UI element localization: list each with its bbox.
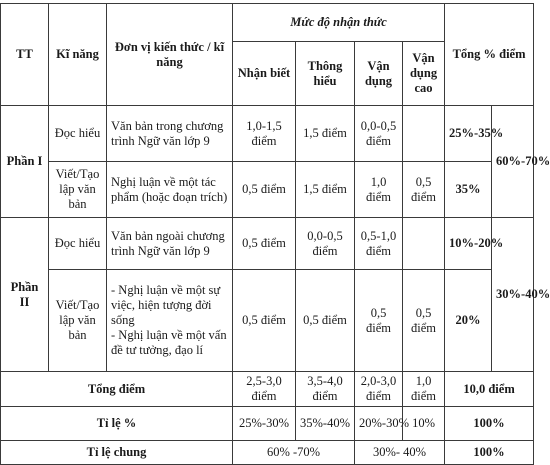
part1-row2-nb: 0,5 điểm [233,162,296,218]
part2-row2-pct: 20% [445,270,492,372]
part2-row1-unit: Văn bản ngoài chương trình Ngữ văn lớp 9 [107,218,233,270]
part2-row2-unit [107,270,233,372]
header-van-dung-cao: Vận dụng cao [403,42,445,106]
ti-le-chung-b: 30%- 40% [355,441,445,465]
part1-total: 60%-70% [492,106,534,218]
part2-row1-nb: 0,5 điểm [233,218,296,270]
part2-row1-vd: 0,5-1,0 điểm [355,218,403,270]
part2-row2-vd: 0,5 điểm [355,270,403,372]
ti-le-all: 100% [445,407,534,441]
part2-row1-vdc [403,218,445,270]
part2-row1-skill: Đọc hiểu [49,218,107,270]
part2-total: 30%-40% [492,218,534,372]
part1-row1-nb: 1,0-1,5 điểm [233,106,296,162]
ti-le-nb: 25%-30% [233,407,296,441]
part1-row2-vdc: 0,5 điểm [403,162,445,218]
part2-row2-th: 0,5 điểm [296,270,355,372]
part1-row2-unit: Nghị luận về một tác phẩm (hoặc đoạn trích) [107,162,233,218]
header-nhan-biet: Nhận biết [233,42,296,106]
header-ki-nang: Kĩ năng [49,4,107,106]
tong-diem-label: Tổng điểm [1,372,233,407]
ti-le-chung-label: Tỉ lệ chung [1,441,233,465]
ti-le-label: Tỉ lệ % [1,407,233,441]
part2-row2-skill: Viết/Tạo lập văn bản [49,270,107,372]
ti-le-vd: 20%-30% [355,407,403,441]
ti-le-vdc: 10% [403,407,445,441]
part2-row2-nb: 0,5 điểm [233,270,296,372]
part2-row1-pct: 10%-20% [445,218,492,270]
header-muc-do: Mức độ nhận thức [233,4,445,42]
part2-label: Phần II [1,218,49,372]
part1-row2-skill: Viết/Tạo lập văn bản [49,162,107,218]
tong-diem-all: 10,0 điểm [445,372,534,407]
part1-row2-th: 1,5 điểm [296,162,355,218]
part1-row1-unit: Văn bản trong chương trình Ngữ văn lớp 9 [107,106,233,162]
ti-le-th: 35%-40% [296,407,355,441]
part1-row2-vd: 1,0 điểm [355,162,403,218]
header-tong: Tổng % điểm [445,4,534,106]
part1-row1-skill: Đọc hiểu [49,106,107,162]
header-tt: TT [1,4,49,106]
ti-le-chung-all: 100% [445,441,534,465]
part1-label: Phần I [1,106,49,218]
part2-row2-vdc: 0,5 điểm [403,270,445,372]
tong-diem-th: 3,5-4,0 điểm [296,372,355,407]
header-don-vi: Đơn vị kiến thức / kĩ năng [107,4,233,106]
part1-row1-pct: 25%-35% [445,106,492,162]
ti-le-chung-a: 60% -70% [233,441,355,465]
tong-diem-vd: 2,0-3,0 điểm [355,372,403,407]
part1-row1-th: 1,5 điểm [296,106,355,162]
part1-row1-vd: 0,0-0,5 điểm [355,106,403,162]
part1-row1-vdc [403,106,445,162]
header-van-dung: Vận dụng [355,42,403,106]
part2-row2-unit-a: - Nghị luận về một sự việc, hiện tượng đời sống [111,283,221,327]
tong-diem-nb: 2,5-3,0 điểm [233,372,296,407]
header-thong-hieu: Thông hiểu [296,42,355,106]
part2-row1-th: 0,0-0,5 điểm [296,218,355,270]
assessment-matrix-table [0,3,550,465]
part1-row2-pct: 35% [445,162,492,218]
tong-diem-vdc: 1,0 điểm [403,372,445,407]
part2-row2-unit-b: - Nghị luận về một vấn đề tư tưởng, đạo lí [111,328,227,357]
